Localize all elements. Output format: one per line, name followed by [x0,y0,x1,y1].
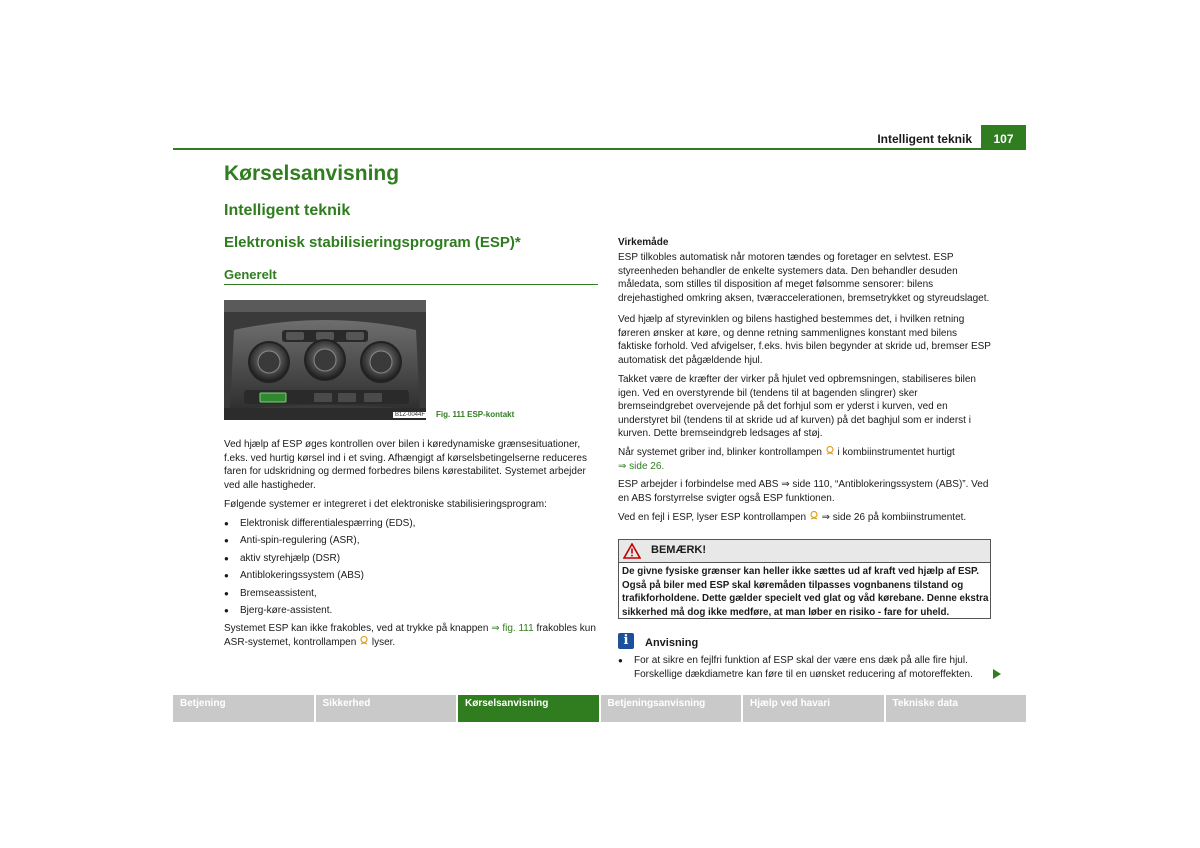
list-item: ● Bremseassistent, [224,587,600,604]
esp-switch-paragraph [224,622,600,649]
esp-warning-lamp-icon [809,511,819,521]
running-header-section: Intelligent teknik [877,132,972,146]
topic-title: Generelt [224,267,277,282]
tab-tekniske-data[interactable]: Tekniske data [886,695,1027,722]
list-item: ● Antiblokeringssystem (ABS) [224,569,600,586]
hint-text [618,654,994,681]
tab-betjening[interactable]: Betjening [173,695,314,722]
list-item: ● Elektronisk differentialespærring (EDS), [224,517,600,534]
systems-intro: Følgende systemer er integreret i det elektroniske stabilisieringsprogram: [224,499,547,510]
topic-rule [224,284,598,285]
systems-list [224,517,600,621]
list-item: ● For at sikre en fejlfri funktion af ESP skal der være ens dæk på alle fire hjul. Forskellige dækdiametre kan føre til en uønsket reducering af motoreffekten. [618,654,994,681]
tab-sikkerhed[interactable]: Sikkerhed [316,695,457,722]
chapter-title: Kørselsanvisning [224,162,400,185]
text-run: i kombiinstrumentet hurtigt [834,447,955,458]
header-rule [173,148,1026,150]
tab-betjeningsanvisning[interactable]: Betjeningsanvisning [601,695,742,722]
figure-caption: Fig. 111 ESP-kontakt [436,410,515,419]
list-item: ● aktiv styrehjælp (DSR) [224,552,600,569]
continue-arrow-icon [993,669,1001,679]
caution-header [619,540,990,563]
figure-link[interactable]: ⇒ fig. 111 [491,623,534,634]
function-subheading: Virkemåde [618,237,669,248]
esp-warning-lamp-icon [359,636,369,646]
hint-title: Anvisning [645,637,699,649]
text-run: frakobles kun ASR-systemet, kontrollampen [224,623,596,648]
text-run: lyser. [369,636,396,648]
list-item: ● Anti-spin-regulering (ASR), [224,534,600,551]
page-link[interactable]: ⇒ side 26. [618,460,665,472]
chapter-nav [173,695,1026,722]
page-number: 107 [981,125,1026,148]
caution-box [618,539,991,619]
intro-paragraph: Ved hjælp af ESP øges kontrollen over bilen i køredynamiske grænsesituationer, f.eks. ved hurtig kørsel ind i et sving. Afhængigt af kørselsbetingelserne reduceres faren for udskridning og dermed forbedres bilens kørestabilitet. Systemet arbejder ved alle hastigheder. [224,439,587,491]
figure-code: B1Z-0044F [395,412,426,418]
function-paragraph-6 [618,511,992,525]
esp-warning-lamp-icon [825,446,835,456]
hint-list [618,654,994,681]
tab-korselsanvisning[interactable]: Kørselsanvisning [458,695,599,722]
text-run: Ved en fejl i ESP, lyser ESP kontrollampen [618,512,809,523]
subsection-title: Elektronisk stabilisieringsprogram (ESP)* [224,234,521,251]
text-run: ⇒ side 26 på kombiinstrumentet. [818,512,967,523]
caution-text: De givne fysiske grænser kan heller ikke sættes ud af kraft ved hjælp af ESP. Også på biler med ESP skal køremåden tilpasses vognbanens tilstand og trafikforholdene. Dette gælder specielt ved glat og våd kørebane. Denne ekstra sikkerhed må dog ikke medføre, at man løber en risiko - fare for uheld. [622,566,989,618]
function-paragraph-2: Ved hjælp af styrevinklen og bilens hastighed bestemmes det, i hvilken retning føreren ønsker at køre, og denne retning sammenlignes konstant med bilens faktiske forhold. Ved afvigelser, f.eks. hvis bilen begynder at skride ud, bremser ESP automatisk det pågældende hjul. [618,314,991,366]
list-item: ● Bjerg-køre-assistent. [224,604,600,621]
function-paragraph-1: ESP tilkobles automatisk når motoren tændes og foretager en selvtest. ESP styreenheden behandler de enkelte systemers data. Den behandler desuden måledata, som stilles til disposition af meget følsomme sensorer: bilens drejehastighed omkring aksen, tværaccelerationen, bremsetrykket og styreudslaget. [618,252,990,304]
caution-title: BEMÆRK! [651,544,706,556]
warning-triangle-icon [623,543,641,559]
section-title: Intelligent teknik [224,202,351,219]
esp-switch-photo [224,300,426,420]
tab-hjaelp-ved-havari[interactable]: Hjælp ved havari [743,695,884,722]
text-run: Når systemet griber ind, blinker kontrollampen [618,447,825,458]
info-icon: i [618,633,634,649]
text-run: Systemet ESP kan ikke frakobles, ved at trykke på knappen [224,623,492,634]
dashboard-controls-illustration [224,300,426,420]
function-paragraph-3: Takket være de kræfter der virker på hjulet ved opbremsningen, stabiliseres bilen igen. Ved en overstyrende bil (tendens til at bagenden slingrer) sker bremseindgrebet overvejende på det forhjul som er yderst i kurven, ved en understyret bil (tendens til at skride ud af kurven) på det baghjul som er inderst i kurven. Dette bremseindgreb ledsages af støj. [618,374,976,440]
function-paragraph-4 [618,446,992,473]
function-paragraph-5: ESP arbejder i forbindelse med ABS ⇒ side 110, “Antiblokeringssystem (ABS)”. Ved en ABS forstyrrelse svigter også ESP funktionen. [618,479,989,504]
